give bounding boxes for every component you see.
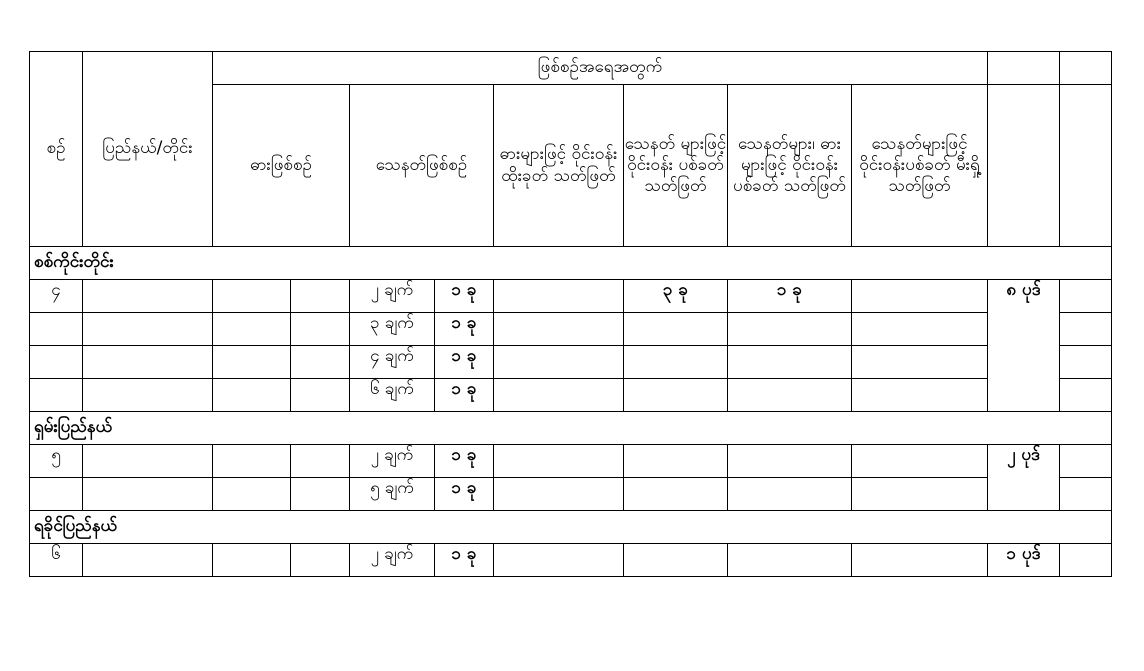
- gun-shots: ၆ ချက်: [350, 379, 435, 412]
- row-no: ၆: [30, 544, 83, 577]
- header-gun-kill: သေနတ် များဖြင့် ဝိုင်းဝန်း ပစ်ခတ် သတ်ဖြတ်: [624, 85, 728, 247]
- total-cases: ၂ ပုဒ်: [988, 445, 1060, 511]
- row-no: ၄: [30, 280, 83, 313]
- header-region: ပြည်နယ်/တိုင်း: [83, 52, 213, 247]
- header-no: စဉ်: [30, 52, 83, 247]
- header-gun-knife-kill: သေနတ်များ၊ ဓားများဖြင့် ဝိုင်းဝန်း ပစ်ခတ် သတ်ဖြတ်: [728, 85, 852, 247]
- gun-knife-kill-count: ၁ ခု: [728, 280, 852, 313]
- header-empty-cell: [1060, 52, 1112, 85]
- gun-count: ၁ ခု: [435, 280, 494, 313]
- gun-shots: ၃ ချက်: [350, 313, 435, 346]
- gun-count: ၁ ခု: [435, 445, 494, 478]
- gun-count: ၁ ခု: [435, 379, 494, 412]
- section-title: စစ်ကိုင်းတိုင်း: [30, 247, 1112, 280]
- gun-count: ၁ ခု: [435, 478, 494, 511]
- section-title: ရခိုင်ပြည်နယ်: [30, 511, 1112, 544]
- header-gun-fire-kill: သေနတ်များဖြင့် ဝိုင်းဝန်းပစ်ခတ် မီးရှို့ သတ်ဖြတ်: [852, 85, 988, 247]
- gun-shots: ၂ ချက်: [350, 445, 435, 478]
- header-gun: သေနတ်ဖြစ်စဉ်: [350, 85, 494, 247]
- gun-count: ၁ ခု: [435, 346, 494, 379]
- total-cases: ၈ ပုဒ်: [988, 280, 1060, 412]
- section-title: ရှမ်းပြည်နယ်: [30, 412, 1112, 445]
- gun-shots: ၄ ချက်: [350, 346, 435, 379]
- header-empty-cell: [1060, 85, 1112, 247]
- header-knife: ဓားဖြစ်စဉ်: [213, 85, 350, 247]
- gun-count: ၁ ခု: [435, 544, 494, 577]
- header-knife-kill: ဓားများဖြင့် ဝိုင်းဝန်း ထိုးခုတ် သတ်ဖြတ်: [494, 85, 624, 247]
- gun-shots: ၂ ချက်: [350, 544, 435, 577]
- header-group-title: ဖြစ်စဉ်အရေအတွက်: [213, 52, 988, 85]
- gun-count: ၁ ခု: [435, 313, 494, 346]
- row-no: ၅: [30, 445, 83, 478]
- header-empty-cell: [988, 85, 1060, 247]
- header-empty-cell: [988, 52, 1060, 85]
- gun-shots: ၂ ချက်: [350, 280, 435, 313]
- gun-kill-count: ၃ ခု: [624, 280, 728, 313]
- gun-shots: ၅ ချက်: [350, 478, 435, 511]
- total-cases: ၁ ပုဒ်: [988, 544, 1060, 577]
- incident-table: [29, 51, 1112, 577]
